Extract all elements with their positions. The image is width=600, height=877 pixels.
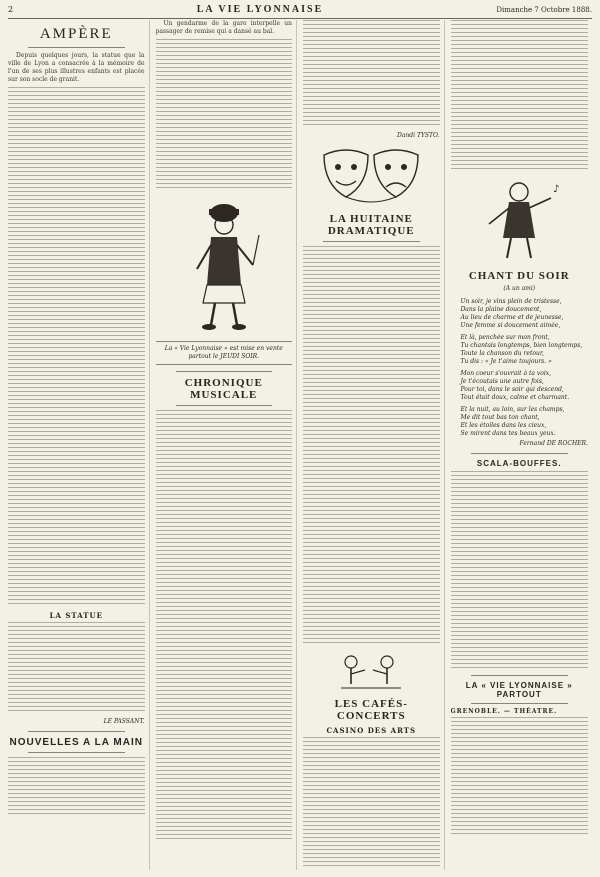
theatre-masks-illustration (316, 145, 426, 207)
statue-body-text (8, 622, 145, 714)
poem-line: Dans la plaine doucement, (460, 306, 542, 313)
col4-top-body (451, 20, 589, 172)
statue-body (8, 622, 145, 714)
ampere-body (8, 87, 145, 607)
chronique-heading: CHRONIQUE MUSICALE (184, 377, 263, 401)
column-1 (8, 20, 150, 870)
scala-heading: SCALA-BOUFFES. (476, 459, 562, 468)
casino-body (303, 737, 440, 867)
dialogue-body-text (156, 39, 293, 189)
ampere-body-text (8, 87, 145, 607)
chant-poem (451, 298, 589, 438)
news-heading: NOUVELLES A LA MAIN (9, 737, 143, 748)
col4-top-body-text (451, 20, 589, 172)
dialogue-body (156, 39, 293, 189)
poem-line: Au lieu de charme et de jeunesse, (460, 314, 564, 321)
col3-top-body (303, 20, 440, 128)
divider (471, 453, 569, 454)
column-3 (303, 20, 445, 870)
partout-body (451, 717, 589, 837)
news-body-text (8, 757, 145, 817)
ampere-intro-text: Depuis quelques jours, la statue que la ville de Lyon a consacrée à la mémoire de l'un de ses plus illustres enfants est placée sur son socle de granit. (8, 52, 145, 83)
gendarme-illustration (179, 195, 269, 335)
cafes-heading: LES CAFÉS-CONCERTS (334, 698, 408, 722)
chant-heading: CHANT DU SOIR (468, 270, 570, 282)
poem-signature: Fernand DE ROCHER. (519, 440, 588, 447)
col3-signature: Dandi TYSTO. (397, 132, 440, 139)
poem-line: Se mirent dans tes beaux yeux. (460, 430, 556, 437)
huitaine-body (303, 246, 440, 646)
chant-dedication: (A un ami) (503, 285, 536, 292)
partout-body-text (451, 717, 589, 837)
partout-city: GRENOBLE. — THÉATRE. (450, 708, 558, 715)
news-body (8, 757, 145, 817)
poem-line: Et la nuit, au loin, sur les champs, (460, 406, 565, 413)
ampere-intro (8, 52, 145, 84)
scala-body-text (451, 471, 589, 671)
huitaine-heading: LA HUITAINE DRAMATIQUE (327, 213, 415, 237)
scala-body (451, 471, 589, 671)
col3-top-body-text (303, 20, 440, 128)
article-title-ampere: AMPÈRE (39, 26, 113, 42)
poem-line: Toute la chanson du retour, (460, 350, 544, 357)
divider (471, 703, 569, 704)
column-2 (156, 20, 298, 870)
casino-body-text (303, 737, 440, 867)
partout-heading: LA « VIE LYONNAISE » PARTOUT (465, 681, 573, 699)
musicians-illustration (331, 652, 411, 692)
poem-line: Me dit tout bas ton chant, (460, 414, 540, 421)
article-columns (8, 20, 592, 870)
poem-line: Je t'écoutais une autre fois, (460, 378, 544, 385)
divider (28, 752, 125, 753)
dialogue-intro (156, 20, 293, 36)
dialogue-intro-text: Un gendarme de la gare interpelle un passager de remise qui a dansé au bal. (155, 20, 292, 35)
poem-line: Une femme si doucement aimée, (460, 322, 561, 329)
divider (176, 371, 273, 372)
newspaper-title: LA VIE LYONNAISE (196, 4, 324, 15)
divider (28, 47, 125, 48)
chronique-body-text (156, 410, 293, 840)
poem-line: Tout était doux, calme et charmant. (460, 394, 570, 401)
page-number: 2 (8, 5, 14, 14)
svg-text:♪: ♪ (553, 184, 560, 195)
poem-line: Mon coeur s'ouvrait à ta voix, (460, 370, 552, 377)
ampere-signature: LE PASSANT. (103, 718, 145, 725)
chronique-body (156, 410, 293, 840)
poem-line: Et les étoiles dans les cieux, (460, 422, 547, 429)
singer-illustration (469, 178, 569, 264)
divider (323, 241, 420, 242)
issue-date: Dimanche 7 Octobre 1888. (496, 6, 592, 14)
divider (471, 675, 569, 676)
poem-line: Tu chantais longtemps, bien longtemps, (460, 342, 583, 349)
divider (28, 731, 125, 732)
masthead (8, 4, 592, 19)
poem-line: Tu dis : « Je t'aime toujours. » (460, 358, 552, 365)
poem-line: Pour toi, dans le soir qui descend, (460, 386, 564, 393)
casino-heading: CASINO DES ARTS (326, 726, 417, 735)
column-4 (451, 20, 593, 870)
huitaine-body-text (303, 246, 440, 646)
poem-line: Un soir, je vins plein de tristesse, (460, 298, 562, 305)
statue-heading: LA STATUE (49, 611, 103, 620)
divider (176, 405, 273, 406)
poem-line: Et là, penchée sur mon front, (460, 334, 550, 341)
sale-notice: La « Vie Lyonnaise » est mise en vente partout le JEUDI SOIR. (156, 341, 293, 365)
